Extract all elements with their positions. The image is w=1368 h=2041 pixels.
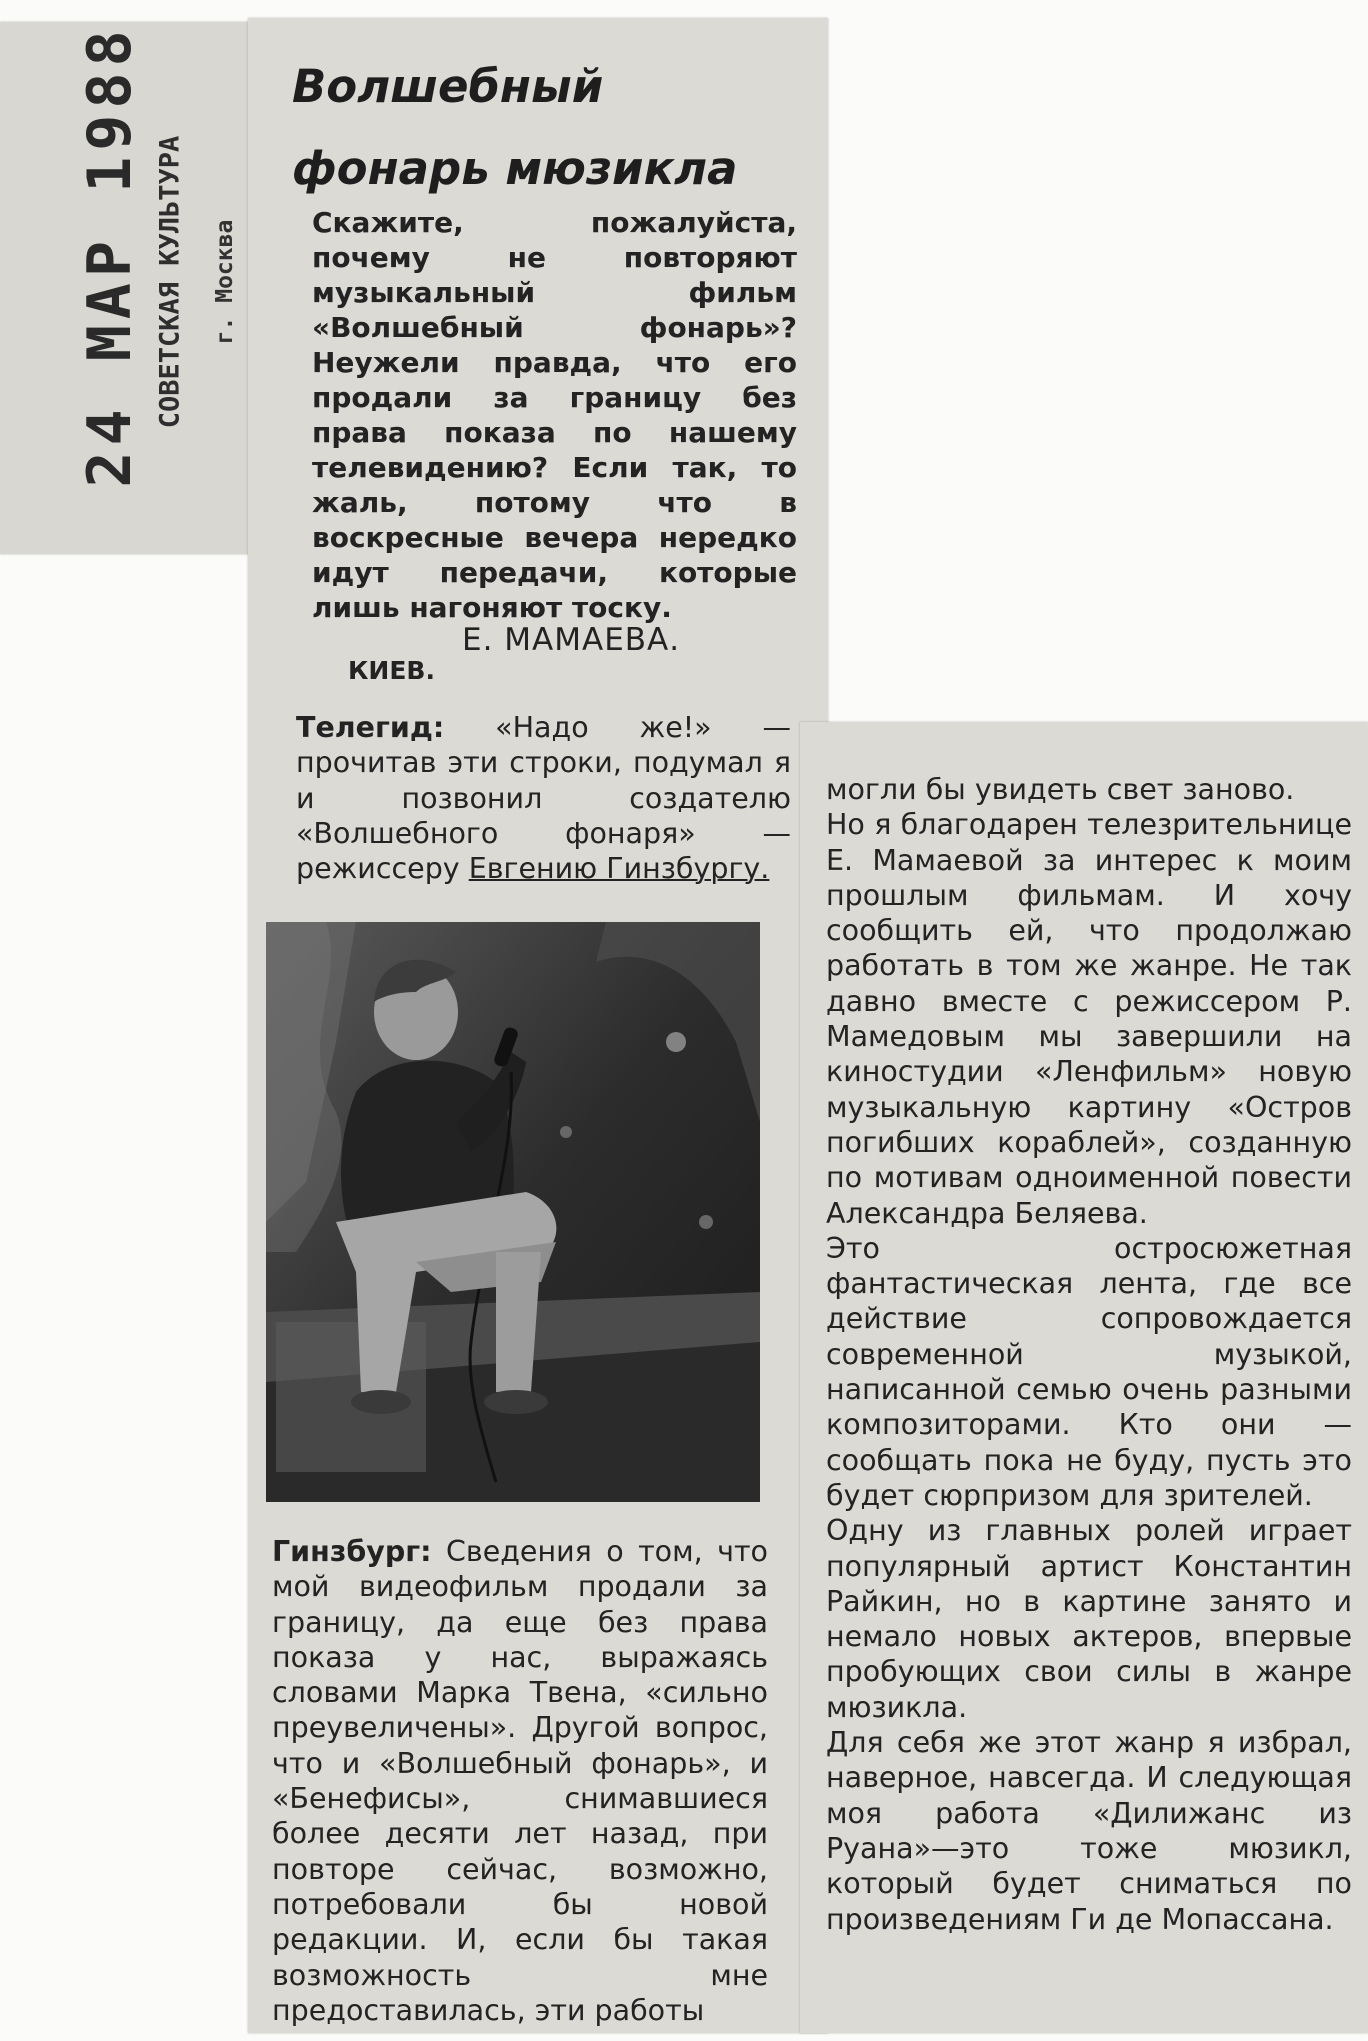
telegid-director-name: Евгению Гинзбургу. <box>468 852 770 886</box>
ginzburg-answer-paragraph <box>272 1534 768 2028</box>
ginzburg-label: Гинзбург: <box>272 1535 432 1568</box>
director-photo-image <box>266 922 760 1502</box>
headline-line-2: фонарь мюзикла <box>292 142 738 195</box>
letter-signature: Е. МАМАЕВА. <box>462 622 681 658</box>
telegid-label: Телегид: <box>296 711 445 744</box>
ginzburg-text: Сведения о том, что мой видеофильм продали за границу, да еще без права показа у нас, выражаясь словами Марка Твена, «сильно преувеличены». Другой вопрос, что и «Волшебный фонарь», и «Бенефисы», снимавшиеся более десяти лет назад, при повторе сейчас, возможно, потребовали бы новой редакции. И, если бы такая возможность мне предоставилась, эти работы <box>272 1535 768 2027</box>
stamp-newspaper-name: СОВЕТСКАЯ КУЛЬТУРА <box>154 135 186 429</box>
stamp-city: г. Москва <box>212 219 238 345</box>
stamp-date: 24 МАР 1988 <box>75 24 145 488</box>
telegid-text: «Надо же!» — прочитав эти строки, подумал я и позвонил создателю «Волшебного фонаря» — режиссеру <box>296 711 791 886</box>
article-headline <box>292 46 812 210</box>
reader-letter: Скажите, пожалуйста, почему не повторяют музыкальный фильм «Волшебный фонарь»? Неужели правда, что его продали за границу без права показа по нашему телевидению? Если так, то жаль, потому что в воскресные вечера нередко идут передачи, которые лишь нагоняют тоску. <box>312 206 797 624</box>
headline-line-1: Волшебный <box>292 60 604 113</box>
director-photo <box>266 922 760 1502</box>
letter-city: КИЕВ. <box>348 656 435 685</box>
ginzburg-answer-continued: могли бы увидеть свет заново. Но я благодарен телезрительнице Е. Мамаевой за интерес к моим прошлым фильмам. И хочу сообщить ей, что продолжаю работать в том же жанре. Не так давно вместе с режиссером Р. Мамедовым мы завершили на киностудии «Ленфильм» новую музыкальную картину «Остров погибших кораблей», созданную по мотивам одноименной повести Александра Беляева. Это остросюжетная фантастическая лента, где все действие сопровождается современной музыкой, написанной семью очень разными композиторами. Кто они — сообщать пока не буду, пусть это будет сюрпризом для зрителей. Одну из главных ролей играет популярный артист Константин Райкин, но в картине занято и немало новых актеров, впервые пробующих свои силы в жанре мюзикла. Для себя же этот жанр я избрал, наверное, навсегда. И следующая моя работа «Дилижанс из Руана»—это тоже мюзикл, который будет сниматься по произведениям Ги де Мопассана. <box>826 773 1352 1936</box>
telegid-paragraph <box>296 710 791 886</box>
